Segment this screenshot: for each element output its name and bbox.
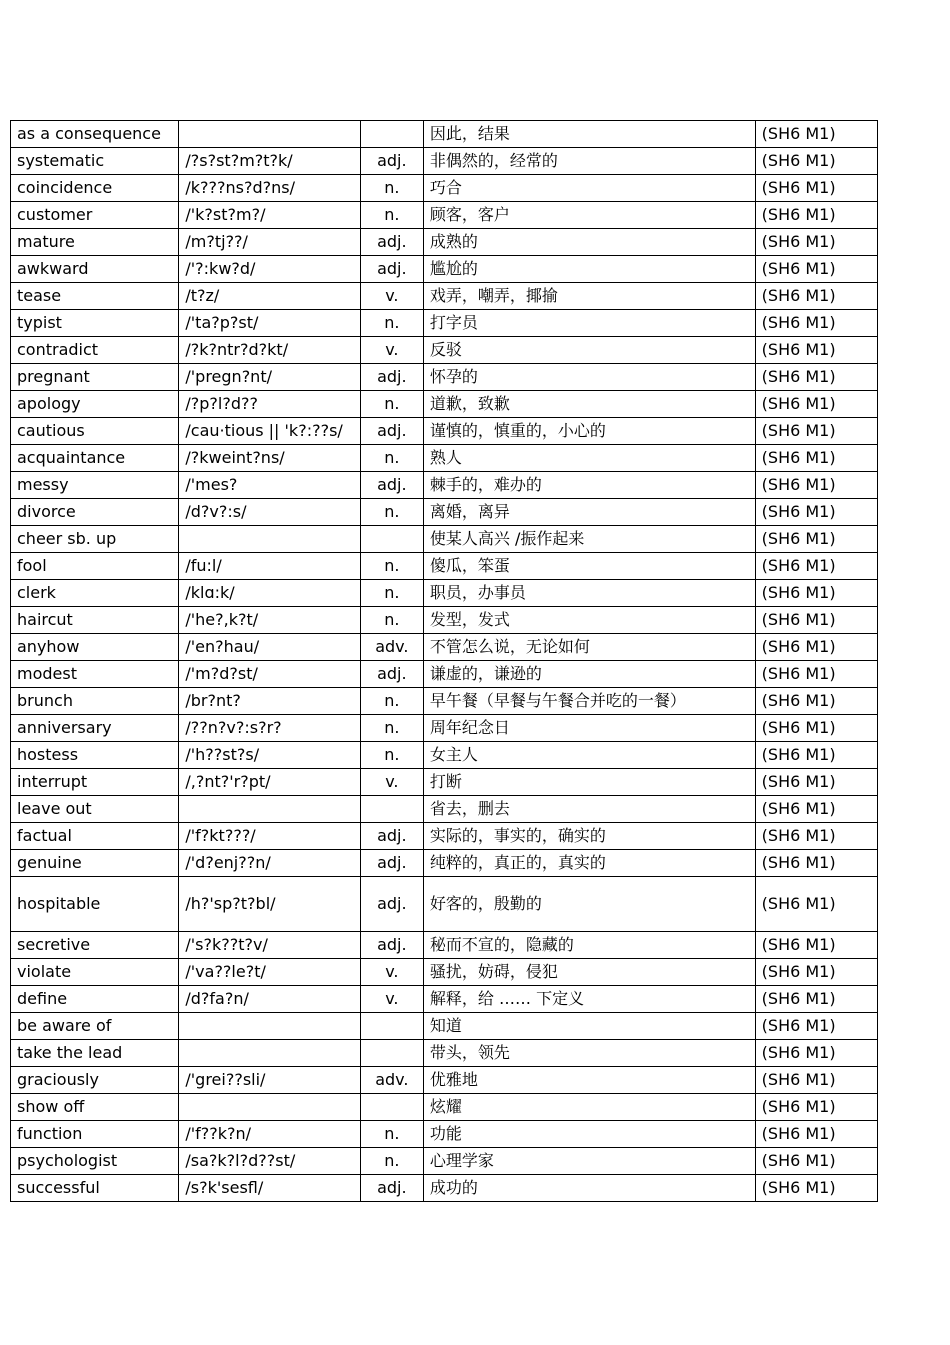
word-cell: take the lead: [11, 1040, 179, 1067]
unit-cell: (SH6 M1): [755, 877, 877, 932]
phonetic-cell: /'?:kw?d/: [179, 256, 360, 283]
phonetic-cell: /d?fa?n/: [179, 986, 360, 1013]
word-cell: apology: [11, 391, 179, 418]
meaning-cell: 尴尬的: [423, 256, 755, 283]
part-of-speech-cell: [360, 526, 423, 553]
vocab-row: [11, 823, 878, 850]
phonetic-cell: /'f?kt???/: [179, 823, 360, 850]
word-cell: leave out: [11, 796, 179, 823]
meaning-cell: 非偶然的，经常的: [423, 148, 755, 175]
meaning-cell: 解释，给 …… 下定义: [423, 986, 755, 1013]
part-of-speech-cell: n.: [360, 742, 423, 769]
part-of-speech-cell: adj.: [360, 418, 423, 445]
vocab-row: [11, 959, 878, 986]
word-cell: messy: [11, 472, 179, 499]
part-of-speech-cell: adj.: [360, 877, 423, 932]
meaning-cell: 早午餐（早餐与午餐合并吃的一餐）: [423, 688, 755, 715]
word-cell: show off: [11, 1094, 179, 1121]
meaning-cell: 打断: [423, 769, 755, 796]
word-cell: tease: [11, 283, 179, 310]
vocab-row: [11, 986, 878, 1013]
phonetic-cell: /,?nt?'r?pt/: [179, 769, 360, 796]
meaning-cell: 傻瓜，笨蛋: [423, 553, 755, 580]
meaning-cell: 纯粹的，真正的，真实的: [423, 850, 755, 877]
vocab-row: [11, 1175, 878, 1202]
phonetic-cell: /d?v?:s/: [179, 499, 360, 526]
unit-cell: (SH6 M1): [755, 607, 877, 634]
part-of-speech-cell: adj.: [360, 1175, 423, 1202]
word-cell: be aware of: [11, 1013, 179, 1040]
word-cell: factual: [11, 823, 179, 850]
meaning-cell: 知道: [423, 1013, 755, 1040]
meaning-cell: 好客的，殷勤的: [423, 877, 755, 932]
phonetic-cell: /'mes?: [179, 472, 360, 499]
vocab-row: [11, 742, 878, 769]
vocab-row: [11, 364, 878, 391]
phonetic-cell: /br?nt?: [179, 688, 360, 715]
unit-cell: (SH6 M1): [755, 1040, 877, 1067]
part-of-speech-cell: adj.: [360, 364, 423, 391]
vocab-row: [11, 580, 878, 607]
vocab-row: [11, 121, 878, 148]
unit-cell: (SH6 M1): [755, 661, 877, 688]
word-cell: anyhow: [11, 634, 179, 661]
meaning-cell: 优雅地: [423, 1067, 755, 1094]
word-cell: cheer sb. up: [11, 526, 179, 553]
vocab-row: [11, 229, 878, 256]
part-of-speech-cell: v.: [360, 986, 423, 1013]
vocab-row: [11, 1040, 878, 1067]
phonetic-cell: /??n?v?:s?r?: [179, 715, 360, 742]
word-cell: acquaintance: [11, 445, 179, 472]
part-of-speech-cell: n.: [360, 445, 423, 472]
unit-cell: (SH6 M1): [755, 742, 877, 769]
unit-cell: (SH6 M1): [755, 256, 877, 283]
unit-cell: (SH6 M1): [755, 715, 877, 742]
word-cell: hospitable: [11, 877, 179, 932]
phonetic-cell: /klɑ:k/: [179, 580, 360, 607]
unit-cell: (SH6 M1): [755, 121, 877, 148]
meaning-cell: 使某人高兴 /振作起来: [423, 526, 755, 553]
vocabulary-table: [10, 120, 878, 1202]
meaning-cell: 成功的: [423, 1175, 755, 1202]
part-of-speech-cell: n.: [360, 391, 423, 418]
phonetic-cell: /?s?st?m?t?k/: [179, 148, 360, 175]
unit-cell: (SH6 M1): [755, 634, 877, 661]
part-of-speech-cell: n.: [360, 553, 423, 580]
word-cell: awkward: [11, 256, 179, 283]
phonetic-cell: /'d?enj??n/: [179, 850, 360, 877]
vocab-row: [11, 418, 878, 445]
unit-cell: (SH6 M1): [755, 959, 877, 986]
unit-cell: (SH6 M1): [755, 986, 877, 1013]
part-of-speech-cell: n.: [360, 580, 423, 607]
vocab-row: [11, 148, 878, 175]
part-of-speech-cell: n.: [360, 202, 423, 229]
part-of-speech-cell: adv.: [360, 1067, 423, 1094]
word-cell: systematic: [11, 148, 179, 175]
part-of-speech-cell: adv.: [360, 634, 423, 661]
vocab-row: [11, 445, 878, 472]
meaning-cell: 成熟的: [423, 229, 755, 256]
phonetic-cell: /fu:l/: [179, 553, 360, 580]
unit-cell: (SH6 M1): [755, 1121, 877, 1148]
meaning-cell: 离婚，离异: [423, 499, 755, 526]
part-of-speech-cell: adj.: [360, 661, 423, 688]
unit-cell: (SH6 M1): [755, 418, 877, 445]
phonetic-cell: /k???ns?d?ns/: [179, 175, 360, 202]
phonetic-cell: /s?k'sesfl/: [179, 1175, 360, 1202]
phonetic-cell: /?k?ntr?d?kt/: [179, 337, 360, 364]
meaning-cell: 谨慎的，慎重的，小心的: [423, 418, 755, 445]
part-of-speech-cell: adj.: [360, 850, 423, 877]
word-cell: mature: [11, 229, 179, 256]
part-of-speech-cell: adj.: [360, 256, 423, 283]
unit-cell: (SH6 M1): [755, 932, 877, 959]
meaning-cell: 怀孕的: [423, 364, 755, 391]
vocab-row: [11, 1067, 878, 1094]
word-cell: successful: [11, 1175, 179, 1202]
word-cell: cautious: [11, 418, 179, 445]
unit-cell: (SH6 M1): [755, 850, 877, 877]
unit-cell: (SH6 M1): [755, 526, 877, 553]
meaning-cell: 炫耀: [423, 1094, 755, 1121]
part-of-speech-cell: adj.: [360, 472, 423, 499]
meaning-cell: 打字员: [423, 310, 755, 337]
unit-cell: (SH6 M1): [755, 337, 877, 364]
meaning-cell: 省去，删去: [423, 796, 755, 823]
meaning-cell: 反驳: [423, 337, 755, 364]
part-of-speech-cell: adj.: [360, 229, 423, 256]
vocab-row: [11, 932, 878, 959]
unit-cell: (SH6 M1): [755, 391, 877, 418]
word-cell: violate: [11, 959, 179, 986]
phonetic-cell: /'h??st?s/: [179, 742, 360, 769]
part-of-speech-cell: v.: [360, 959, 423, 986]
vocab-row: [11, 1121, 878, 1148]
meaning-cell: 不管怎么说，无论如何: [423, 634, 755, 661]
part-of-speech-cell: adj.: [360, 823, 423, 850]
phonetic-cell: [179, 1013, 360, 1040]
word-cell: function: [11, 1121, 179, 1148]
unit-cell: (SH6 M1): [755, 1094, 877, 1121]
word-cell: typist: [11, 310, 179, 337]
phonetic-cell: /cau·tious || 'k?:??s/: [179, 418, 360, 445]
phonetic-cell: /h?'sp?t?bl/: [179, 877, 360, 932]
vocab-row: [11, 688, 878, 715]
phonetic-cell: /'en?hau/: [179, 634, 360, 661]
phonetic-cell: /t?z/: [179, 283, 360, 310]
unit-cell: (SH6 M1): [755, 364, 877, 391]
unit-cell: (SH6 M1): [755, 769, 877, 796]
phonetic-cell: [179, 1040, 360, 1067]
vocab-row: [11, 634, 878, 661]
vocab-row: [11, 499, 878, 526]
vocab-row: [11, 553, 878, 580]
word-cell: haircut: [11, 607, 179, 634]
part-of-speech-cell: n.: [360, 175, 423, 202]
word-cell: define: [11, 986, 179, 1013]
part-of-speech-cell: n.: [360, 715, 423, 742]
vocab-row: [11, 877, 878, 932]
word-cell: as a consequence: [11, 121, 179, 148]
vocab-row: [11, 175, 878, 202]
vocab-row: [11, 310, 878, 337]
phonetic-cell: /m?tj??/: [179, 229, 360, 256]
phonetic-cell: /sa?k?l?d??st/: [179, 1148, 360, 1175]
word-cell: graciously: [11, 1067, 179, 1094]
vocabulary-table-body: [11, 121, 878, 1202]
meaning-cell: 巧合: [423, 175, 755, 202]
vocab-row: [11, 391, 878, 418]
vocab-row: [11, 1148, 878, 1175]
meaning-cell: 实际的，事实的，确实的: [423, 823, 755, 850]
phonetic-cell: [179, 1094, 360, 1121]
vocab-row: [11, 256, 878, 283]
phonetic-cell: /'s?k??t?v/: [179, 932, 360, 959]
unit-cell: (SH6 M1): [755, 175, 877, 202]
part-of-speech-cell: n.: [360, 499, 423, 526]
phonetic-cell: /?p?l?d??: [179, 391, 360, 418]
meaning-cell: 带头，领先: [423, 1040, 755, 1067]
word-cell: anniversary: [11, 715, 179, 742]
vocab-row: [11, 1013, 878, 1040]
meaning-cell: 顾客，客户: [423, 202, 755, 229]
vocab-row: [11, 715, 878, 742]
unit-cell: (SH6 M1): [755, 148, 877, 175]
meaning-cell: 周年纪念日: [423, 715, 755, 742]
meaning-cell: 棘手的，难办的: [423, 472, 755, 499]
word-cell: contradict: [11, 337, 179, 364]
phonetic-cell: /'grei??sli/: [179, 1067, 360, 1094]
unit-cell: (SH6 M1): [755, 202, 877, 229]
vocab-row: [11, 796, 878, 823]
word-cell: coincidence: [11, 175, 179, 202]
word-cell: clerk: [11, 580, 179, 607]
vocab-row: [11, 607, 878, 634]
unit-cell: (SH6 M1): [755, 796, 877, 823]
meaning-cell: 职员，办事员: [423, 580, 755, 607]
meaning-cell: 秘而不宣的，隐藏的: [423, 932, 755, 959]
unit-cell: (SH6 M1): [755, 499, 877, 526]
word-cell: secretive: [11, 932, 179, 959]
part-of-speech-cell: [360, 796, 423, 823]
phonetic-cell: /'he?,k?t/: [179, 607, 360, 634]
unit-cell: (SH6 M1): [755, 823, 877, 850]
meaning-cell: 戏弄，嘲弄，揶揄: [423, 283, 755, 310]
phonetic-cell: [179, 796, 360, 823]
part-of-speech-cell: [360, 121, 423, 148]
part-of-speech-cell: v.: [360, 337, 423, 364]
part-of-speech-cell: n.: [360, 1148, 423, 1175]
part-of-speech-cell: n.: [360, 607, 423, 634]
part-of-speech-cell: n.: [360, 688, 423, 715]
meaning-cell: 熟人: [423, 445, 755, 472]
unit-cell: (SH6 M1): [755, 472, 877, 499]
phonetic-cell: /'k?st?m?/: [179, 202, 360, 229]
phonetic-cell: /'pregn?nt/: [179, 364, 360, 391]
meaning-cell: 因此，结果: [423, 121, 755, 148]
unit-cell: (SH6 M1): [755, 1013, 877, 1040]
unit-cell: (SH6 M1): [755, 1175, 877, 1202]
word-cell: modest: [11, 661, 179, 688]
meaning-cell: 女主人: [423, 742, 755, 769]
unit-cell: (SH6 M1): [755, 229, 877, 256]
unit-cell: (SH6 M1): [755, 1067, 877, 1094]
word-cell: psychologist: [11, 1148, 179, 1175]
unit-cell: (SH6 M1): [755, 1148, 877, 1175]
unit-cell: (SH6 M1): [755, 688, 877, 715]
unit-cell: (SH6 M1): [755, 580, 877, 607]
word-cell: genuine: [11, 850, 179, 877]
vocab-row: [11, 283, 878, 310]
part-of-speech-cell: v.: [360, 769, 423, 796]
word-cell: fool: [11, 553, 179, 580]
part-of-speech-cell: [360, 1040, 423, 1067]
unit-cell: (SH6 M1): [755, 310, 877, 337]
vocab-row: [11, 850, 878, 877]
meaning-cell: 功能: [423, 1121, 755, 1148]
meaning-cell: 道歉，致歉: [423, 391, 755, 418]
part-of-speech-cell: [360, 1013, 423, 1040]
phonetic-cell: [179, 121, 360, 148]
phonetic-cell: /'ta?p?st/: [179, 310, 360, 337]
meaning-cell: 心理学家: [423, 1148, 755, 1175]
word-cell: pregnant: [11, 364, 179, 391]
part-of-speech-cell: adj.: [360, 932, 423, 959]
part-of-speech-cell: v.: [360, 283, 423, 310]
vocab-row: [11, 526, 878, 553]
phonetic-cell: /?kweint?ns/: [179, 445, 360, 472]
vocab-row: [11, 202, 878, 229]
word-cell: interrupt: [11, 769, 179, 796]
phonetic-cell: /'va??le?t/: [179, 959, 360, 986]
vocab-row: [11, 661, 878, 688]
part-of-speech-cell: n.: [360, 1121, 423, 1148]
word-cell: customer: [11, 202, 179, 229]
vocab-row: [11, 769, 878, 796]
word-cell: brunch: [11, 688, 179, 715]
phonetic-cell: /'m?d?st/: [179, 661, 360, 688]
word-cell: hostess: [11, 742, 179, 769]
phonetic-cell: [179, 526, 360, 553]
part-of-speech-cell: adj.: [360, 148, 423, 175]
meaning-cell: 骚扰，妨碍，侵犯: [423, 959, 755, 986]
word-cell: divorce: [11, 499, 179, 526]
unit-cell: (SH6 M1): [755, 445, 877, 472]
part-of-speech-cell: n.: [360, 310, 423, 337]
phonetic-cell: /'f??k?n/: [179, 1121, 360, 1148]
vocab-row: [11, 1094, 878, 1121]
unit-cell: (SH6 M1): [755, 283, 877, 310]
vocab-row: [11, 337, 878, 364]
part-of-speech-cell: [360, 1094, 423, 1121]
unit-cell: (SH6 M1): [755, 553, 877, 580]
meaning-cell: 谦虚的，谦逊的: [423, 661, 755, 688]
meaning-cell: 发型，发式: [423, 607, 755, 634]
vocab-row: [11, 472, 878, 499]
